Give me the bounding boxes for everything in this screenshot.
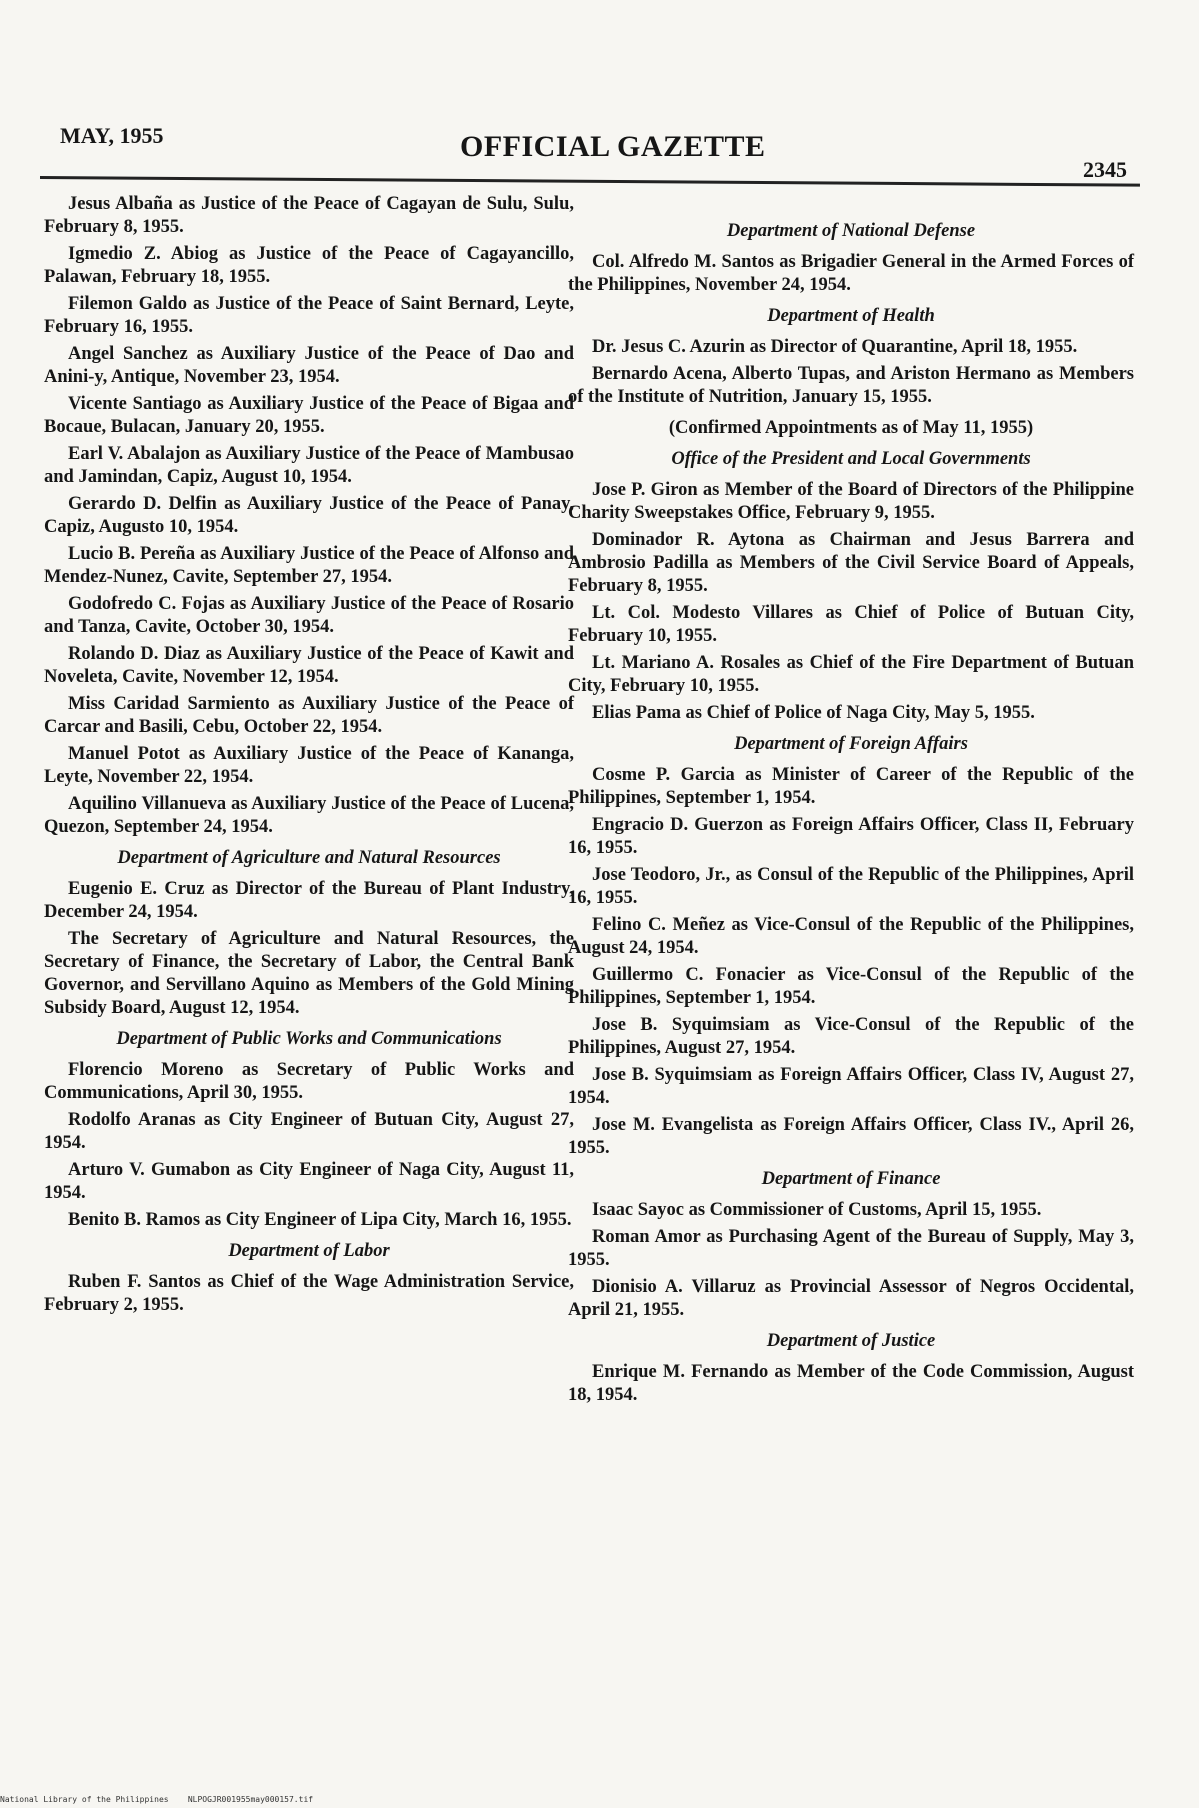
department-heading: Department of Justice <box>766 1331 936 1351</box>
department-heading: Department of Public Works and Communications <box>116 1029 502 1049</box>
appointment-entry: Jose Teodoro, Jr., as Consul of the Republic of the Philippines, April 16, 1955. <box>568 865 1134 908</box>
appointment-entry: Jesus Albaña as Justice of the Peace of Cagayan de Sulu, Sulu, February 8, 1955. <box>44 194 574 237</box>
appointment-entry: Earl V. Abalajon as Auxiliary Justice of the Peace of Mambusao and Jamindan, Capiz, August 10, 1954. <box>44 444 574 487</box>
scan-footer <box>0 1795 313 1804</box>
appointment-entry: Jose P. Giron as Member of the Board of Directors of the Philippine Charity Sweepstakes Office, February 9, 1955. <box>568 480 1134 523</box>
issue-date: MAY, 1955 <box>60 123 164 148</box>
appointment-entry: Cosme P. Garcia as Minister of Career of the Republic of the Philippines, September 1, 1954. <box>568 765 1134 808</box>
appointment-entry: Benito B. Ramos as City Engineer of Lipa City, March 16, 1955. <box>68 1210 572 1230</box>
appointment-entry: Rodolfo Aranas as City Engineer of Butuan City, August 27, 1954. <box>44 1110 574 1153</box>
appointment-entry: Ruben F. Santos as Chief of the Wage Administration Service, February 2, 1955. <box>44 1272 574 1315</box>
appointment-entry: Igmedio Z. Abiog as Justice of the Peace of Cagayancillo, Palawan, February 18, 1955. <box>44 244 574 287</box>
appointment-entry: Rolando D. Diaz as Auxiliary Justice of the Peace of Kawit and Noveleta, Cavite, November 12, 1954. <box>44 644 574 687</box>
appointment-entry: Jose M. Evangelista as Foreign Affairs Officer, Class IV., April 26, 1955. <box>568 1115 1134 1158</box>
appointment-entry: Elias Pama as Chief of Police of Naga City, May 5, 1955. <box>592 703 1035 723</box>
appointment-entry: Dr. Jesus C. Azurin as Director of Quarantine, April 18, 1955. <box>592 337 1078 357</box>
footer-source: National Library of the Philippines <box>0 1795 169 1804</box>
appointment-entry: Bernardo Acena, Alberto Tupas, and Ariston Hermano as Members of the Institute of Nutrition, January 15, 1955. <box>568 364 1134 407</box>
appointment-entry: Miss Caridad Sarmiento as Auxiliary Justice of the Peace of Carcar and Basili, Cebu, October 22, 1954. <box>44 694 574 737</box>
appointment-entry: Manuel Potot as Auxiliary Justice of the Peace of Kananga, Leyte, November 22, 1954. <box>44 744 574 787</box>
appointment-entry: Jose B. Syquimsiam as Vice-Consul of the Republic of the Philippines, August 27, 1954. <box>568 1015 1134 1058</box>
left-column <box>44 193 574 1321</box>
appointment-entry: Aquilino Villanueva as Auxiliary Justice of the Peace of Lucena, Quezon, September 24, 1954. <box>44 794 574 837</box>
appointment-entry: Arturo V. Gumabon as City Engineer of Naga City, August 11, 1954. <box>44 1160 574 1203</box>
appointment-entry: Lt. Mariano A. Rosales as Chief of the Fire Department of Butuan City, February 10, 1955. <box>568 653 1134 696</box>
appointment-entry: Lucio B. Pereña as Auxiliary Justice of the Peace of Alfonso and Mendez-Nunez, Cavite, September 27, 1954. <box>44 544 574 587</box>
department-heading: Department of Finance <box>761 1169 941 1189</box>
appointment-entry: Jose B. Syquimsiam as Foreign Affairs Officer, Class IV, August 27, 1954. <box>568 1065 1134 1108</box>
appointment-entry: Gerardo D. Delfin as Auxiliary Justice of the Peace of Panay, Capiz, Augusto 10, 1954. <box>44 494 574 537</box>
appointment-entry: Florencio Moreno as Secretary of Public Works and Communications, April 30, 1955. <box>44 1060 574 1103</box>
appointment-entry: Roman Amor as Purchasing Agent of the Bureau of Supply, May 3, 1955. <box>568 1227 1134 1270</box>
appointment-entry: Lt. Col. Modesto Villares as Chief of Police of Butuan City, February 10, 1955. <box>568 603 1134 646</box>
confirmed-appointments-heading: (Confirmed Appointments as of May 11, 1955) <box>668 418 1034 438</box>
right-column <box>568 212 1134 1411</box>
appointment-entry: The Secretary of Agriculture and Natural Resources, the Secretary of Finance, the Secretary of Labor, the Central Bank Governor, and Servillano Aquino as Members of the Gold Mining Subsidy Board, August 12, 1954. <box>44 929 574 1018</box>
appointment-entry: Vicente Santiago as Auxiliary Justice of the Peace of Bigaa and Bocaue, Bulacan, January 20, 1955. <box>44 394 574 437</box>
appointment-entry: Angel Sanchez as Auxiliary Justice of the Peace of Dao and Anini-y, Antique, November 23, 1954. <box>44 344 574 387</box>
appointment-entry: Engracio D. Guerzon as Foreign Affairs Officer, Class II, February 16, 1955. <box>568 815 1134 858</box>
appointment-entry: Dominador R. Aytona as Chairman and Jesus Barrera and Ambrosio Padilla as Members of the Civil Service Board of Appeals, February 8, 1955. <box>568 530 1134 596</box>
appointment-entry: Isaac Sayoc as Commissioner of Customs, April 15, 1955. <box>592 1200 1042 1220</box>
publication-title: OFFICIAL GAZETTE <box>460 130 766 163</box>
appointment-entry: Godofredo C. Fojas as Auxiliary Justice of the Peace of Rosario and Tanza, Cavite, October 30, 1954. <box>44 594 574 637</box>
department-heading: Department of Agriculture and Natural Resources <box>117 848 501 868</box>
department-heading: Department of Labor <box>228 1241 390 1261</box>
appointment-entry: Guillermo C. Fonacier as Vice-Consul of the Republic of the Philippines, September 1, 1954. <box>568 965 1134 1008</box>
department-heading: Department of Foreign Affairs <box>734 734 968 754</box>
department-heading: Office of the President and Local Governments <box>671 449 1031 469</box>
header-rule <box>40 176 1140 187</box>
appointment-entry: Filemon Galdo as Justice of the Peace of Saint Bernard, Leyte, February 16, 1955. <box>44 294 574 337</box>
footer-file: NLPOGJR001955may000157.tif <box>187 1795 314 1804</box>
appointment-entry: Enrique M. Fernando as Member of the Code Commission, August 18, 1954. <box>568 1362 1134 1405</box>
appointment-entry: Felino C. Meñez as Vice-Consul of the Republic of the Philippines, August 24, 1954. <box>568 915 1134 958</box>
appointment-entry: Dionisio A. Villaruz as Provincial Assessor of Negros Occidental, April 21, 1955. <box>568 1277 1134 1320</box>
appointment-entry: Eugenio E. Cruz as Director of the Bureau of Plant Industry, December 24, 1954. <box>44 879 574 922</box>
department-heading: Department of Health <box>767 306 935 326</box>
department-heading: Department of National Defense <box>726 221 976 241</box>
appointment-entry: Col. Alfredo M. Santos as Brigadier General in the Armed Forces of the Philippines, November 24, 1954. <box>568 252 1134 295</box>
page-number: 2345 <box>1083 157 1127 182</box>
